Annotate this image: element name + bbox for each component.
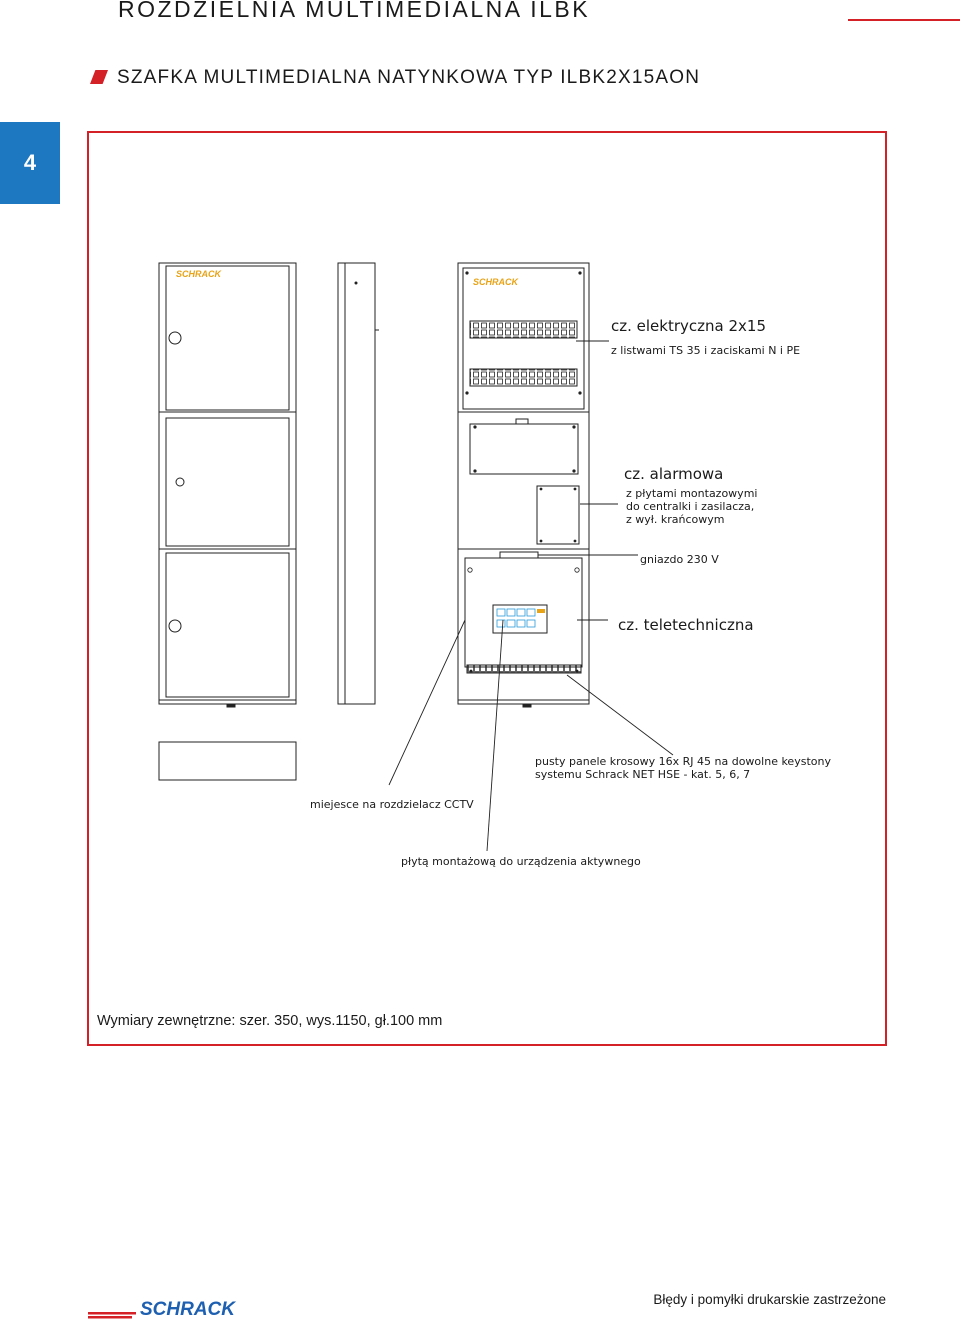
lock-icon bbox=[176, 478, 184, 486]
label-cctv: miejesce na rozdzielacz CCTV bbox=[310, 798, 474, 811]
page-title: ROZDZIELNIA MULTIMEDIALNA ILBK bbox=[118, 0, 591, 22]
section-subtitle: SZAFKA MULTIMEDIALNA NATYNKOWA TYP ILBK2X15AON bbox=[117, 67, 701, 88]
brand-label-interior: SCHRACK bbox=[473, 277, 518, 287]
label-alarm-desc-3: z wył. krańcowym bbox=[626, 513, 725, 526]
label-patch-1: pusty panele krosowy 16x RJ 45 na dowolne keystony bbox=[535, 755, 831, 768]
schrack-logo bbox=[88, 1297, 272, 1319]
cabinet-top-view bbox=[159, 742, 296, 780]
chapter-number: 4 bbox=[23, 150, 37, 175]
label-alarm-desc-2: do centralki i zasilacza, bbox=[626, 500, 755, 513]
footer-disclaimer: Błędy i pomyłki drukarskie zastrzeżone bbox=[653, 1292, 886, 1307]
cabinet-side-view bbox=[338, 263, 379, 704]
lock-icon bbox=[169, 620, 181, 632]
label-alarm-desc-1: z płytami montazowymi bbox=[626, 487, 758, 500]
label-telecom-title: cz. teletechniczna bbox=[618, 616, 754, 634]
label-socket: gniazdo 230 V bbox=[640, 553, 719, 566]
logo-wordmark: SCHRACK bbox=[140, 1299, 235, 1319]
label-alarm-title: cz. alarmowa bbox=[624, 465, 724, 483]
cabinet-front-view bbox=[159, 263, 296, 707]
label-electrical-title: cz. elektryczna 2x15 bbox=[611, 317, 766, 335]
label-electrical-desc: z listwami TS 35 i zaciskami N i PE bbox=[611, 344, 801, 357]
external-dimensions: Wymiary zewnętrzne: szer. 350, wys.1150, gł.100 mm bbox=[97, 1013, 443, 1029]
label-plate: płytą montażową do urządzenia aktywnego bbox=[401, 855, 641, 868]
label-patch-2: systemu Schrack NET HSE - kat. 5, 6, 7 bbox=[535, 768, 751, 781]
lock-icon bbox=[169, 332, 181, 344]
cabinet-interior-view bbox=[458, 263, 589, 707]
brand-label-front: SCHRACK bbox=[176, 269, 221, 279]
